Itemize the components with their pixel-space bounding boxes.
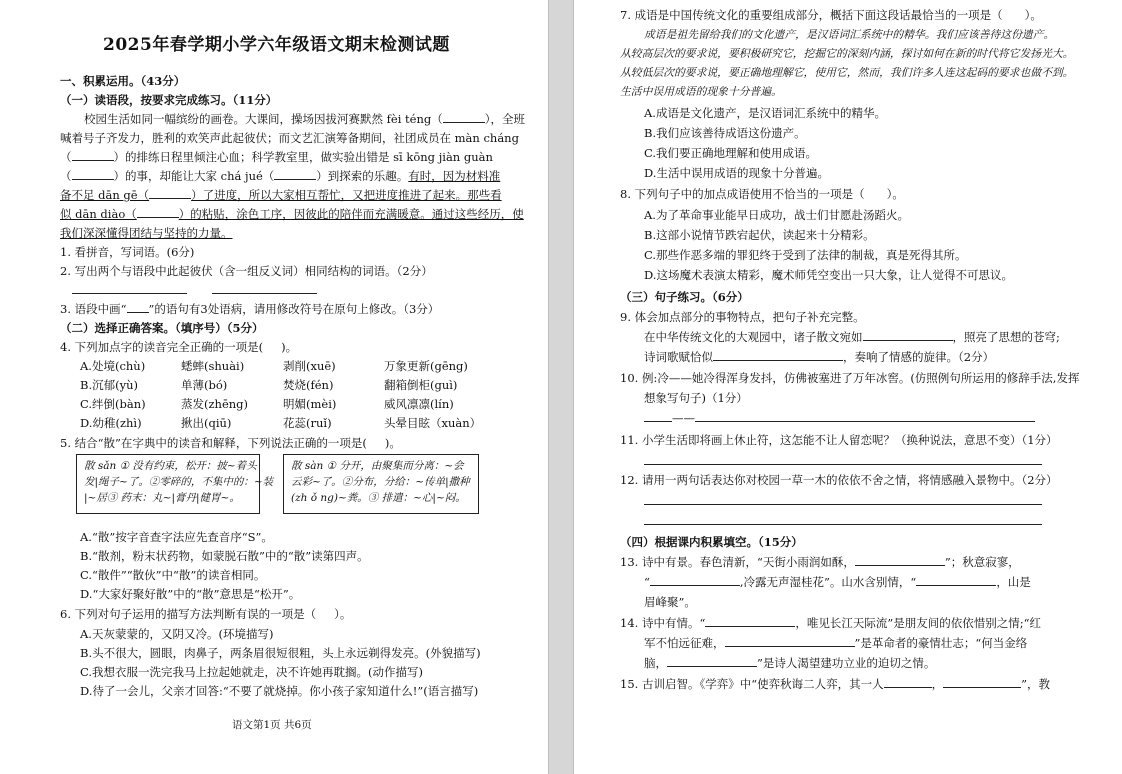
question-5: 5. 结合“散”在字典中的读音和解释，下列说法正确的一项是( )。 — [60, 436, 401, 450]
option: A.天灰蒙蒙的，又阴又冷。(环境描写) — [80, 627, 274, 641]
dict-line: |~居③ 药末：丸~|膏丹|健胃~。 — [84, 492, 240, 504]
option-row: 头晕目眩（xuàn） — [384, 416, 482, 430]
answer-line[interactable] — [644, 464, 1042, 465]
dict-line: 散 sǎn ① 没有约束，松开：披~着头 — [84, 460, 257, 472]
part-heading: （二）选择正确答案。（填序号）（5分） — [60, 321, 264, 335]
option-row: 揪出(qiū) — [181, 416, 232, 430]
option-row: A.处境(chù) — [80, 359, 146, 373]
option: A.为了革命事业能早日成功，战士们甘愿赴汤蹈火。 — [644, 208, 909, 222]
option-row: 焚烧(fén) — [283, 378, 334, 392]
option: B.这部小说情节跌宕起伏，读起来十分精彩。 — [644, 228, 875, 242]
option-row: B.沉郁(yù) — [80, 378, 138, 392]
option: A.“散”按字音查字法应先查音序“S”。 — [80, 530, 273, 544]
option: D.生活中误用成语的现象十分普遍。 — [644, 166, 829, 180]
option: B.头不很大，圆眼，肉鼻子，两条眉很短很粗，头上永远剃得发亮。(外貌描写) — [80, 646, 481, 660]
page-footer: 语文第1页 共6页 — [232, 719, 312, 731]
option-row: 蟋蟀(shuài) — [181, 359, 245, 373]
question-9: 9. 体会加点部分的事物特点，把句子补充完整。 — [620, 310, 865, 324]
dict-line: 散 sàn ① 分开，由聚集而分离：~会 — [291, 460, 464, 472]
question-13-line: 眉峰聚”。 — [644, 595, 696, 609]
question-9-line: 诗词歌赋恰似 ，奏响了情感的旋律。（2分） — [644, 350, 995, 364]
question-2: 2. 写出两个与语段中此起彼伏（含一组反义词）相同结构的词语。（2分） — [60, 264, 433, 278]
section-heading: 一、积累运用。（43分） — [60, 74, 186, 88]
part-heading: （三）句子练习。（6分） — [620, 290, 749, 304]
question-14-line: 军不怕远征难， ”是革命者的豪情壮志；“何当金络 — [644, 636, 1028, 650]
exam-page-2 — [574, 0, 1122, 774]
answer-line[interactable] — [212, 293, 317, 294]
question-1: 1. 看拼音，写词语。(6分) — [60, 245, 195, 259]
option: C.我想衣服一洗完我马上拉起她就走，决不许她再耽搁。(动作描写) — [80, 665, 424, 679]
option-row: 翻箱倒柜(guì) — [384, 378, 458, 392]
option: B.我们应该善待成语这份遗产。 — [644, 126, 806, 140]
option: D.待了一会儿，父亲才回答:“不要了就烧掉。你小孩子家知道什么!”(语言描写) — [80, 684, 479, 698]
passage-line: （ ）的排练日程里倾注心血；科学教室里，做实验出错是 sī kōng jiàn guàn — [60, 150, 493, 164]
option-row: 威风凛凛(lín) — [384, 397, 454, 411]
passage-line: 成语是祖先留给我们的文化遗产，是汉语词汇系统中的精华。我们应该善待这份遗产。 — [644, 28, 1055, 41]
question-12: 12. 请用一两句话表达你对校园一草一木的依依不舍之情，将情感融入景物中。（2分） — [620, 473, 1058, 487]
part-heading: （四）根据课内积累填空。（15分） — [620, 535, 803, 549]
answer-line[interactable] — [644, 504, 1042, 505]
dict-line: 云彩~了。②分布，分给：~传单|撒种 — [291, 476, 470, 488]
option-row: 剥削(xuē) — [283, 359, 336, 373]
question-13-line: “ ,冷露无声湿桂花”。山水含别情，“ ，山是 — [644, 575, 1031, 589]
dict-line: 发|绳子~了。②零碎的，不集中的：~装 — [84, 476, 274, 488]
question-15: 15. 古训启智。《学弈》中“使弈秋诲二人弈，其一人 ， ”，教 — [620, 677, 1050, 691]
option: D.“大家好聚好散”中的“散”意思是“松开”。 — [80, 587, 301, 601]
question-11: 11. 小学生活即将画上休止符，这怎能不让人留恋呢？（换种说法，意思不变）（1分） — [620, 433, 1058, 447]
option: C.“散件”“散伙”中“散”的读音相同。 — [80, 568, 266, 582]
option-row: 单薄(bó) — [181, 378, 228, 392]
option: C.那些作恶多端的罪犯终于受到了法律的制裁，真是死得其所。 — [644, 248, 967, 262]
question-3: 3. 语段中画“ ”的语句有3处语病，请用修改符号在原句上修改。（3分） — [60, 302, 440, 316]
question-9-line: 在中华传统文化的大观园中，诸子散文宛如 ，照亮了思想的苍穹; — [644, 330, 1060, 344]
option-row: C.绊倒(bàn) — [80, 397, 146, 411]
part-heading: （一）读语段，按要求完成练习。（11分） — [60, 93, 278, 107]
option: D.这场魔术表演太精彩，魔术师凭空变出一只大象，让人觉得不可思议。 — [644, 268, 1013, 282]
question-8: 8. 下列句子中的加点成语使用不恰当的一项是（ ）。 — [620, 187, 904, 201]
option-row: 花蕊(ruǐ) — [283, 416, 332, 430]
exam-page-1 — [0, 0, 548, 774]
question-10-answer[interactable]: —— — [644, 411, 1035, 425]
question-10: 10. 例:冷——她冷得浑身发抖，仿佛被塞进了万年冰窖。(仿照例句所运用的修辞手法,发挥 — [620, 371, 1080, 385]
question-14: 14. 诗中有情。“ ，唯见长江天际流”是朋友间的依依惜别之情;“红 — [620, 616, 1041, 630]
passage-line: 我们深深懂得团结与坚持的力量。 — [60, 226, 233, 240]
question-4: 4. 下列加点字的读音完全正确的一项是( )。 — [60, 340, 298, 354]
page-gutter — [548, 0, 574, 774]
exam-title: 2025年春学期小学六年级语文期末检测试题 — [103, 35, 450, 55]
option-row: D.幼稚(zhì) — [80, 416, 142, 430]
answer-line[interactable] — [72, 293, 187, 294]
question-10-line: 想象写句子)（1分） — [644, 391, 748, 405]
option-row: 明媚(mèi) — [283, 397, 337, 411]
answer-line[interactable] — [644, 524, 1042, 525]
passage-line: 从较低层次的要求说，要正确地理解它，使用它，然而，我们许多人连这起码的要求也做不到。 — [620, 66, 1074, 79]
dict-line: (zh ǒ ng)~粪。③ 排遣：~心|~闷。 — [291, 492, 466, 504]
option-row: 万象更新(gēng) — [384, 359, 468, 373]
option: A.成语是文化遗产，是汉语词汇系统中的精华。 — [644, 106, 886, 120]
question-14-line: 脑， ”是诗人渴望建功立业的迫切之情。 — [644, 656, 936, 670]
question-7: 7. 成语是中国传统文化的重要组成部分，概括下面这段话最恰当的一项是（ ）。 — [620, 8, 1042, 22]
option-row: 蒸发(zhēng) — [181, 397, 249, 411]
option: B.“散剂，粉末状药物，如蒙脱石散”中的“散”读第四声。 — [80, 549, 369, 563]
option: C.我们要正确地理解和使用成语。 — [644, 146, 818, 160]
passage-line: 校园生活如同一幅缤纷的画卷。大课间，操场因拔河赛默然 fèi téng（ ），全班 — [84, 112, 525, 126]
passage-line: 从较高层次的要求说，要积极研究它，挖掘它的深刻内涵，探讨如何在新的时代将它发扬光大。 — [620, 47, 1074, 60]
passage-line: 喊着号子齐发力，胜利的欢笑声此起彼伏；而文艺汇演筹备期间，社团成员在 màn cháng — [60, 131, 519, 145]
passage-line: （ ）的事，却能让大家 chá jué（ ）到探索的乐趣。有时，因为材料准 — [60, 169, 501, 183]
passage-line: 似 dān diào（ ）的粘贴，涂色工序，因彼此的陪伴而充满暖意。通过这些经历，使 — [60, 207, 524, 221]
passage-line: 备不足 dān gē（ ）了进度，所以大家相互帮忙，又把进度推进了起来。那些看 — [60, 188, 502, 202]
question-13: 13. 诗中有景。春色清新，“天街小雨润如酥， ”；秋意寂寥， — [620, 555, 1020, 569]
passage-line: 生活中误用成语的现象十分普遍。 — [620, 85, 782, 98]
question-6: 6. 下列对句子运用的描写方法判断有误的一项是（ ）。 — [60, 607, 352, 621]
